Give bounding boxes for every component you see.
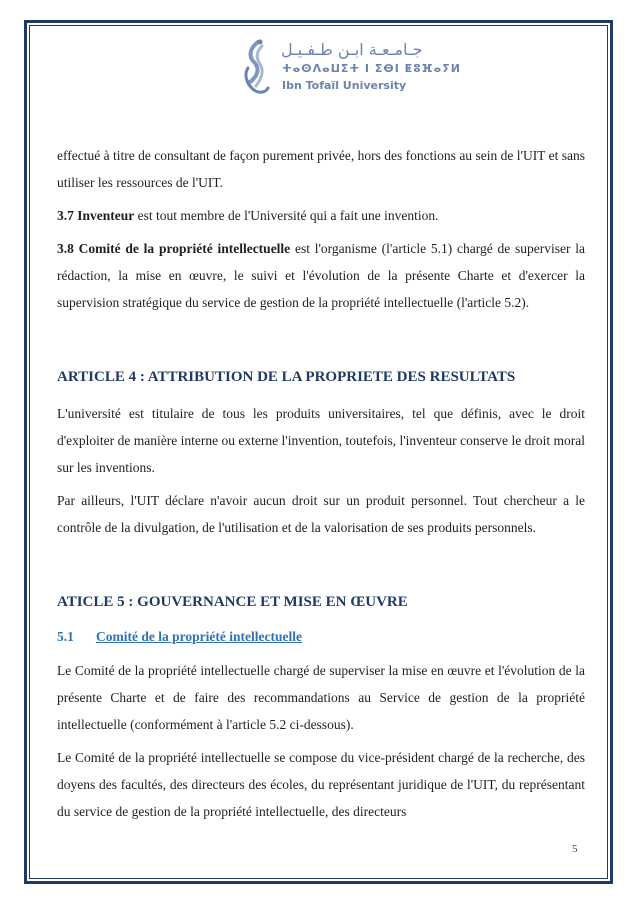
definition-3-7 — [57, 202, 585, 229]
article-5-paragraph-1: Le Comité de la propriété intellectuelle chargé de superviser la mise en œuvre et l'évolution de la présente Charte et de faire des recommandations au Service de gestion de la propriété intellectuelle (conformément à l'article 5.2 ci-dessous). — [57, 663, 585, 732]
logo-university-name: Ibn Tofaïl University — [282, 79, 407, 92]
definition-text: est tout membre de l'Université qui a fait une invention. — [134, 208, 439, 223]
definition-3-8 — [57, 235, 585, 316]
paragraph-continuation: effectué à titre de consultant de façon purement privée, hors des fonctions au sein de l'UIT et sans utiliser les ressources de l'UIT. — [57, 148, 585, 190]
logo-emblem-icon — [236, 38, 276, 100]
definition-term: 3.7 Inventeur — [57, 208, 135, 223]
section-5-1-heading — [57, 627, 585, 647]
article-4-paragraph-2: Par ailleurs, l'UIT déclare n'avoir aucun droit sur un produit personnel. Tout chercheur a le contrôle de la divulgation, de l'utilisation et de la valorisation de ses produits personnels. — [57, 493, 585, 535]
definition-text: est l'organisme (l'article 5.1) chargé de superviser la rédaction, la mise en œuvre, le suivi et l'évolution de la présente Charte et d'exercer la supervision stratégique du service de gestion de la propriété intellectuelle (l'article 5.2). — [57, 241, 585, 310]
logo-arabic-name: جـامـعـة ابـن طـفـيـل — [281, 40, 423, 59]
university-logo — [236, 38, 461, 100]
article-5-heading: ATICLE 5 : GOUVERNANCE ET MISE EN ŒUVRE — [57, 594, 408, 610]
article-4-paragraph-1: L'université est titulaire de tous les produits universitaires, tel que définis, avec le droit d'exploiter de manière interne ou externe l'invention, toutefois, l'inventeur conserve le droit moral sur les inventions. — [57, 406, 585, 475]
logo-tifinagh-name: ⵜⴰⵙⴷⴰⵡⵉⵜ ⵏ ⵉⴱⵏ ⵟⵓⴼⴰⵢⵍ — [282, 62, 461, 75]
definition-term: 3.8 Comité de la propriété intellectuelle — [57, 241, 291, 256]
section-title: Comité de la propriété intellectuelle — [96, 629, 302, 644]
page-content — [57, 142, 585, 825]
section-number: 5.1 — [57, 629, 74, 644]
article-4-heading: ARTICLE 4 : ATTRIBUTION DE LA PROPRIETE DES RESULTATS — [57, 369, 516, 385]
page-number: 5 — [572, 843, 578, 855]
article-5-paragraph-2: Le Comité de la propriété intellectuelle se compose du vice-président chargé de la recherche, des doyens des facultés, des directeurs des écoles, du représentant juridique de l'UIT, du représentant du service de gestion de la propriété intellectuelle, des directeurs — [57, 750, 585, 819]
